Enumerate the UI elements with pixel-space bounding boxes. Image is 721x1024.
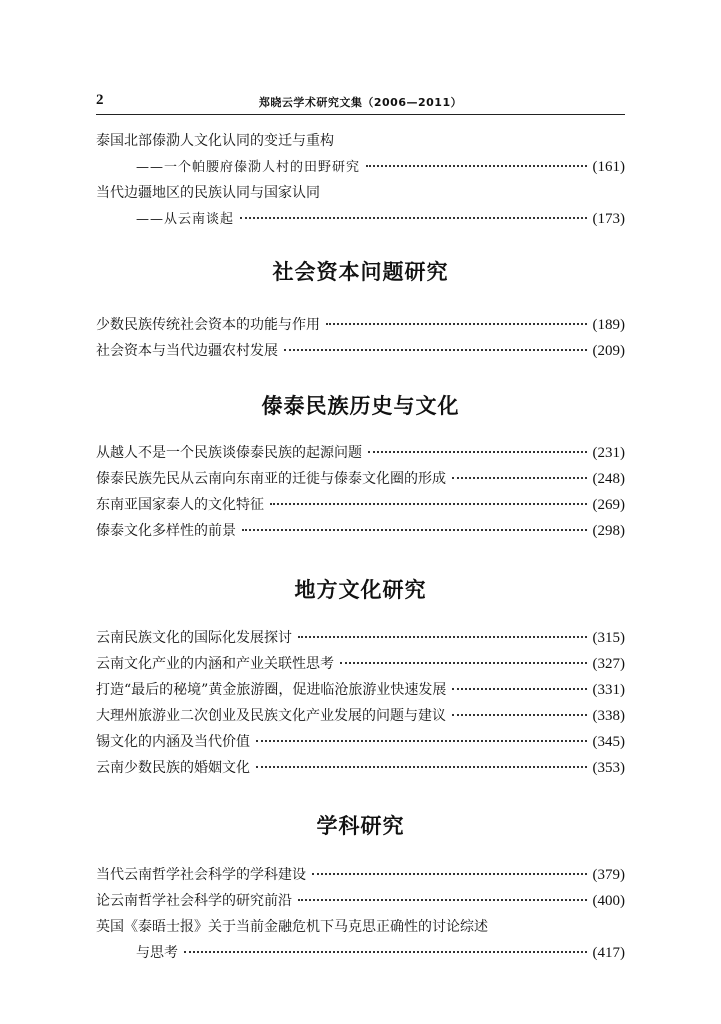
toc-entry-title: 英国《泰晤士报》关于当前金融危机下马克思正确性的讨论综述 xyxy=(96,919,488,935)
section-heading: 学科研究 xyxy=(316,813,405,838)
dot-leader xyxy=(452,713,587,716)
section-heading: 社会资本问题研究 xyxy=(272,259,449,284)
toc-page-number: (379) xyxy=(592,867,625,883)
toc-page-number: (315) xyxy=(592,630,625,646)
toc-entry xyxy=(96,625,625,781)
toc-entry-title: 当代边疆地区的民族认同与国家认同 xyxy=(96,185,320,201)
toc-entry-title: 当代云南哲学社会科学的学科建设 xyxy=(96,867,306,883)
toc-entry xyxy=(96,862,625,966)
dot-leader xyxy=(240,216,586,219)
toc-page-number: (231) xyxy=(592,445,625,461)
toc-entry-subtitle: ——从云南谈起 xyxy=(136,212,235,227)
dot-leader xyxy=(340,661,587,664)
toc-page-number: (269) xyxy=(592,497,625,513)
section-heading: 傣泰民族历史与文化 xyxy=(261,393,460,418)
toc-entry-title: 云南少数民族的婚姻文化 xyxy=(96,760,250,776)
toc-entry-title-line xyxy=(96,128,625,154)
dot-leader xyxy=(298,898,587,901)
toc-page-number: (345) xyxy=(592,734,625,750)
toc-page-number: (338) xyxy=(592,708,625,724)
toc-entry-subtitle: ——一个帕腰府傣泐人村的田野研究 xyxy=(136,160,361,175)
dot-leader xyxy=(284,348,587,351)
dot-leader xyxy=(242,528,587,531)
toc-page-number: (327) xyxy=(592,656,625,672)
section-heading: 地方文化研究 xyxy=(294,577,427,602)
toc-page-number: (209) xyxy=(592,343,625,359)
toc-page-number: (417) xyxy=(592,945,625,961)
toc-entry-title: 打造“最后的秘境”黄金旅游圈，促进临沧旅游业快速发展 xyxy=(96,682,447,698)
toc-entry-title: 社会资本与当代边疆农村发展 xyxy=(96,343,278,359)
toc-entry-title: 论云南哲学社会科学的研究前沿 xyxy=(96,893,292,909)
toc-entry xyxy=(96,312,625,364)
toc-page-number: (173) xyxy=(592,211,625,227)
toc-page-number: (298) xyxy=(592,523,625,539)
dot-leader xyxy=(298,635,587,638)
toc-page-number: (248) xyxy=(592,471,625,487)
dot-leader xyxy=(366,164,586,167)
toc-entry-continuation: 与思考 xyxy=(136,945,178,961)
toc-entry-title: 云南民族文化的国际化发展探讨 xyxy=(96,630,292,646)
dot-leader xyxy=(326,322,587,325)
dot-leader xyxy=(452,476,587,479)
dot-leader xyxy=(256,739,587,742)
toc-entry-subtitle-line xyxy=(96,154,625,180)
toc-entry-title-line xyxy=(96,180,625,206)
toc-entry-title: 少数民族传统社会资本的功能与作用 xyxy=(96,317,320,333)
toc-page-number: (189) xyxy=(592,317,625,333)
toc-entry-title: 锡文化的内涵及当代价值 xyxy=(96,734,250,750)
toc-page-number: (353) xyxy=(592,760,625,776)
dot-leader xyxy=(270,502,587,505)
toc-page-number: (331) xyxy=(592,682,625,698)
toc-entry-title: 从越人不是一个民族谈傣泰民族的起源问题 xyxy=(96,445,362,461)
toc-entry xyxy=(96,128,625,180)
toc-page-number: (161) xyxy=(592,159,625,175)
toc-entry-subtitle-line xyxy=(96,206,625,232)
toc-entry-title: 云南文化产业的内涵和产业关联性思考 xyxy=(96,656,334,672)
running-header xyxy=(96,92,625,115)
dot-leader xyxy=(312,872,587,875)
toc-entry-title: 东南亚国家泰人的文化特征 xyxy=(96,497,264,513)
running-title: 郑晓云学术研究文集（2006—2011） xyxy=(258,96,463,109)
toc-entry-title: 傣泰文化多样性的前景 xyxy=(96,523,236,539)
dot-leader xyxy=(452,687,586,690)
dot-leader xyxy=(256,765,587,768)
dot-leader xyxy=(184,950,587,953)
toc-entry-title: 泰国北部傣泐人文化认同的变迁与重构 xyxy=(96,133,334,149)
toc-entry-title: 大理州旅游业二次创业及民族文化产业发展的问题与建议 xyxy=(96,708,446,724)
dot-leader xyxy=(368,450,587,453)
toc-page-number: (400) xyxy=(592,893,625,909)
page-number: 2 xyxy=(96,92,104,108)
toc-entry xyxy=(96,180,625,232)
toc-entry xyxy=(96,440,625,544)
toc-entry-title: 傣泰民族先民从云南向东南亚的迁徙与傣泰文化圈的形成 xyxy=(96,471,446,487)
